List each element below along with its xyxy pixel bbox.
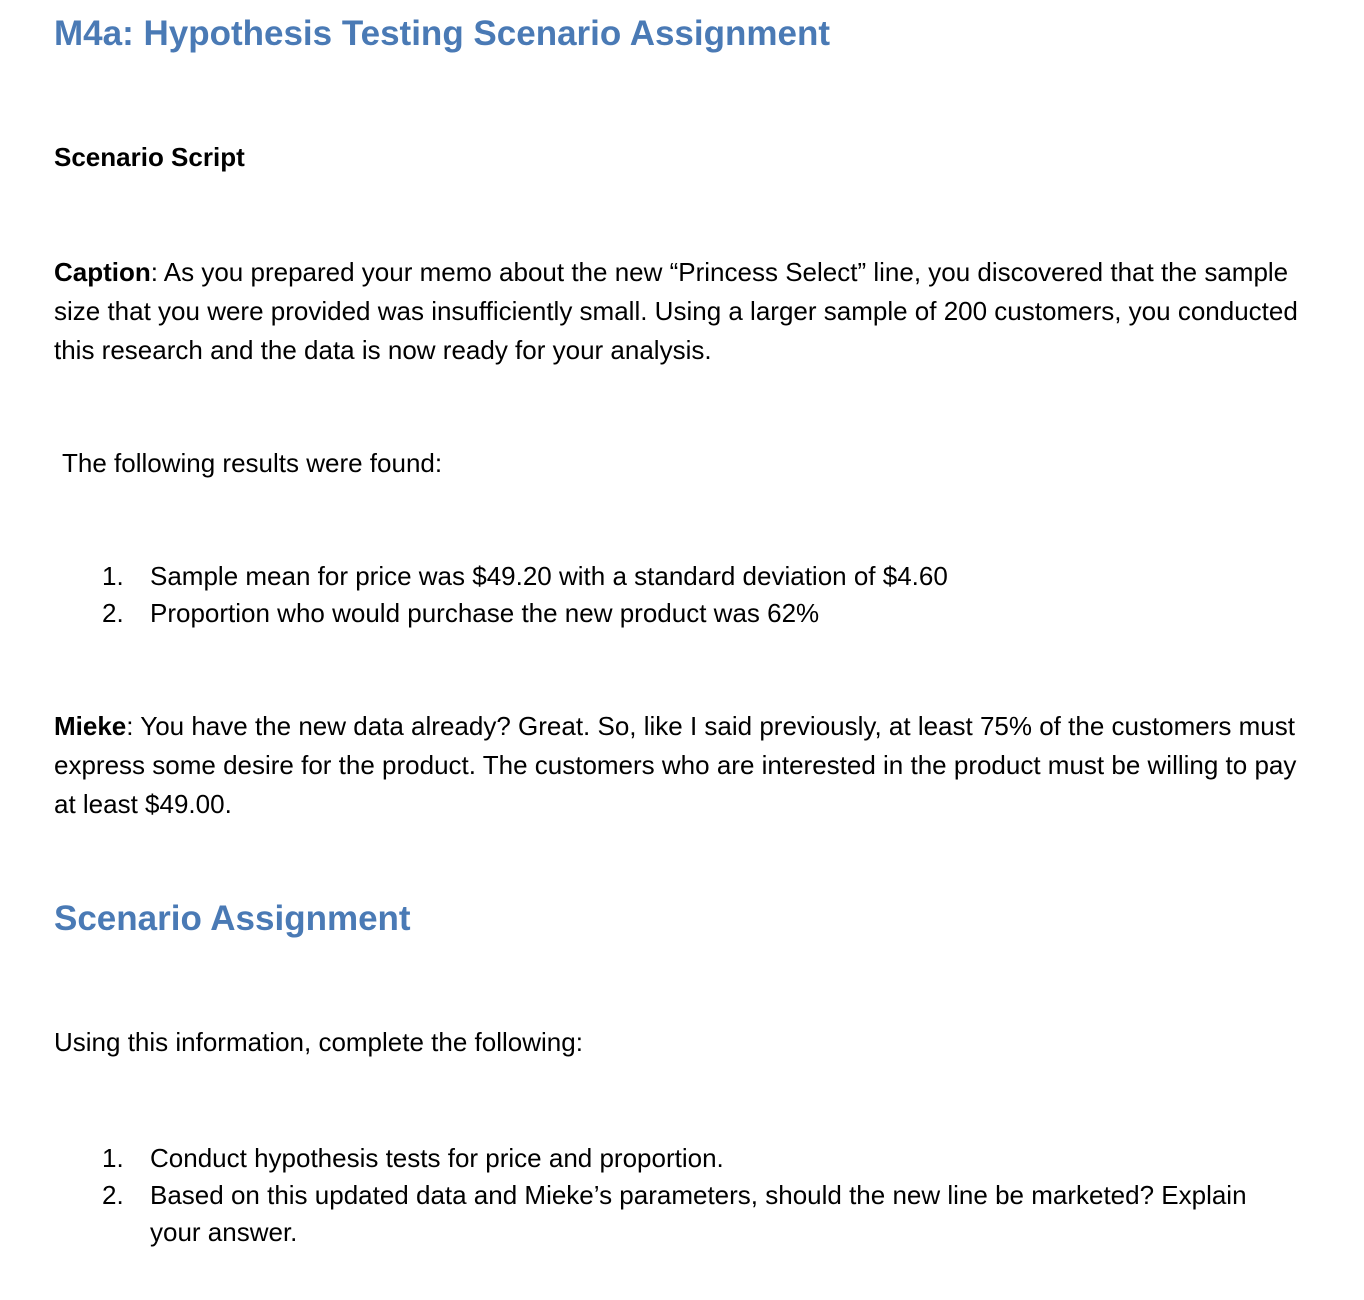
list-item-text: Based on this updated data and Mieke’s parameters, should the new line be marketed? Explain your answer. — [150, 1180, 1247, 1247]
caption-paragraph — [54, 253, 1324, 370]
results-list — [102, 558, 1302, 632]
mieke-paragraph — [54, 707, 1324, 824]
mieke-text: : You have the new data already? Great. So, like I said previously, at least 75% of the customers must express some desire for the product. The customers who are interested in the product must be willing to pay at least $49.00. — [54, 711, 1297, 819]
list-item-text: Conduct hypothesis tests for price and proportion. — [150, 1143, 724, 1173]
scenario-script-heading: Scenario Script — [54, 142, 245, 172]
caption-text: : As you prepared your memo about the new “Princess Select” line, you discovered that the sample size that you were provided was insufficiently small. Using a larger sample of 200 customers, you conducted this research and the data is now ready for your analysis. — [54, 257, 1298, 365]
results-intro: The following results were found: — [62, 448, 443, 478]
page-title: M4a: Hypothesis Testing Scenario Assignment — [54, 14, 830, 53]
list-item-number: 2. — [102, 1180, 124, 1210]
list-item-number: 1. — [102, 561, 124, 591]
caption-label: Caption — [54, 257, 151, 287]
list-item — [102, 1177, 1302, 1251]
list-item-number: 2. — [102, 598, 124, 628]
list-item — [102, 558, 1302, 595]
list-item-text: Sample mean for price was $49.20 with a standard deviation of $4.60 — [150, 561, 948, 591]
list-item — [102, 595, 1302, 632]
scenario-assignment-heading: Scenario Assignment — [54, 899, 411, 938]
list-item — [102, 1140, 1302, 1177]
mieke-label: Mieke — [54, 711, 127, 741]
list-item-text: Proportion who would purchase the new product was 62% — [150, 598, 820, 628]
tasks-list — [102, 1140, 1302, 1251]
assignment-intro: Using this information, complete the following: — [54, 1027, 583, 1057]
list-item-number: 1. — [102, 1143, 124, 1173]
